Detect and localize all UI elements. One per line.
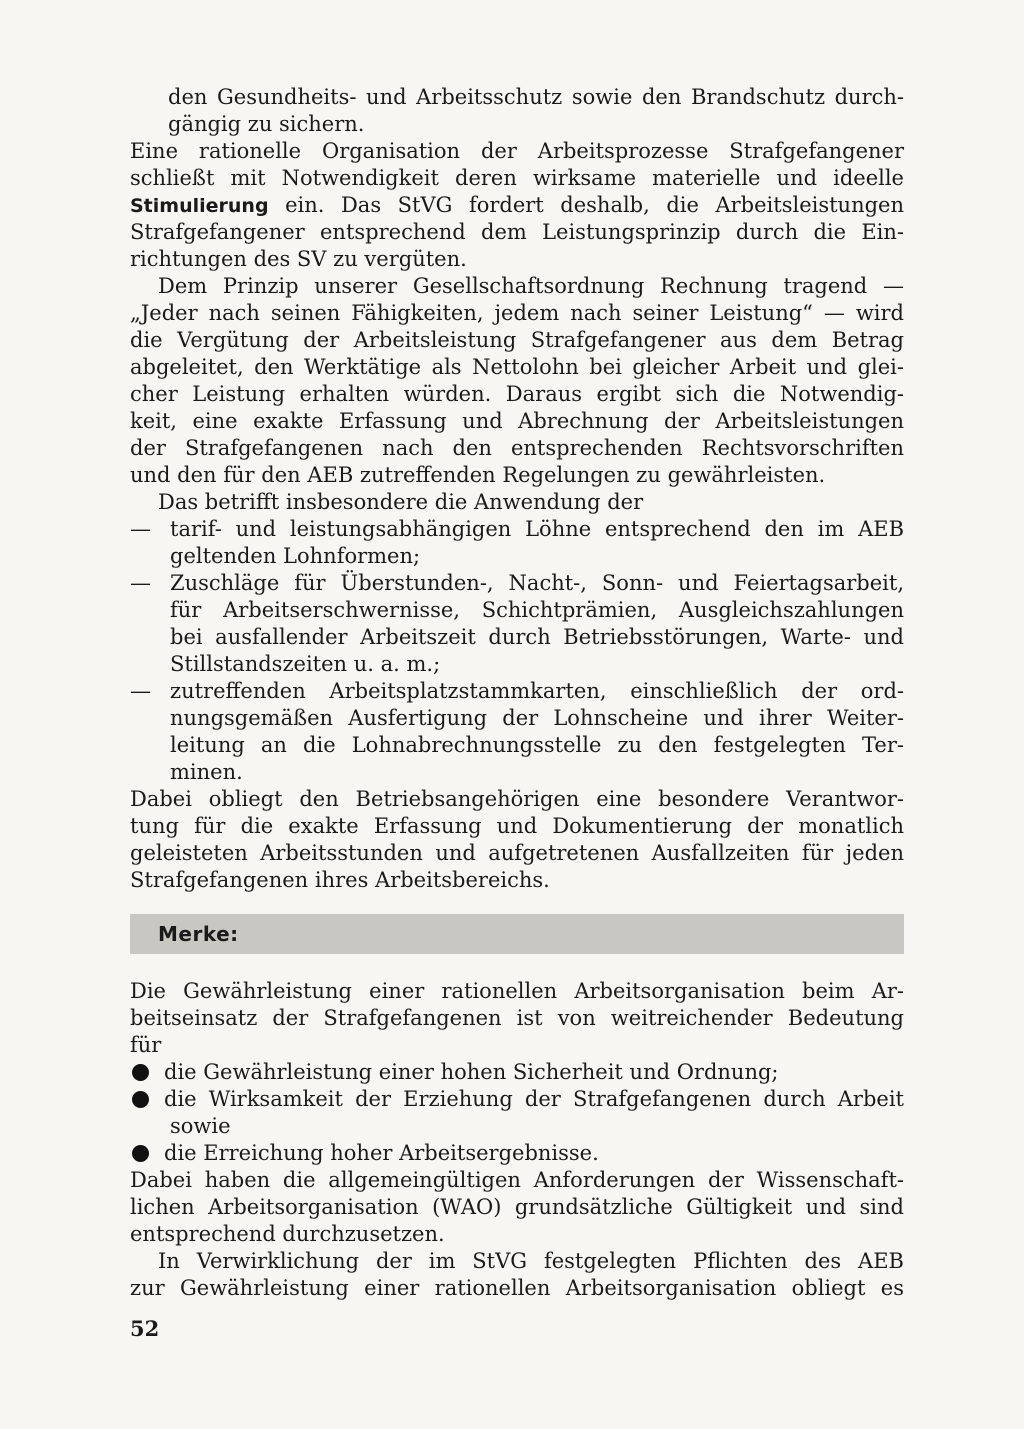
text-line: die Vergütung der Arbeitsleistung Strafgefangener aus dem Betrag [130,328,904,352]
bullet-item [130,1059,904,1086]
text-line: leitung an die Lohnabrechnungsstelle zu den festgelegten Ter- [170,733,904,757]
text-line: abgeleitet, den Werktätige als Nettolohn bei gleicher Arbeit und glei- [130,355,904,379]
bullet-dot-icon [132,1064,149,1081]
bullet-item [130,1086,904,1113]
text-span: die Erreichung hoher Arbeitsergebnisse. [164,1141,599,1165]
text-line: Strafgefangener entsprechend dem Leistungsprinzip durch die Ein- [130,220,904,244]
text-span: die Gewährleistung einer hohen Sicherheit und Ordnung; [164,1060,779,1084]
text-line [130,192,904,219]
text-line: geltenden Lohnformen; [170,544,421,568]
dash-item [130,570,904,597]
text-line: der Strafgefangenen nach den entsprechenden Rechtsvorschriften [130,436,904,460]
text-line: und den für den AEB zutreffenden Regelungen zu gewährleisten. [130,463,826,487]
text-line: Dabei obliegt den Betriebsangehörigen eine besondere Verantwor- [130,787,904,811]
text-line: lichen Arbeitsorganisation (WAO) grundsätzliche Gültigkeit und sind [130,1195,904,1219]
dash-item [130,678,904,705]
bold-term: Stimulierung [130,195,269,217]
dash-marker: — [130,679,151,703]
text-line: tung für die exakte Erfassung und Dokumentierung der monatlich [130,814,904,838]
text-line: richtungen des SV zu vergüten. [130,247,467,271]
text-line: Stillstandszeiten u. a. m.; [170,652,441,676]
bullet-item [130,1140,904,1167]
text-line: für [130,1033,162,1057]
text-line: den Gesundheits- und Arbeitsschutz sowie den Brandschutz durch- [168,85,904,109]
text-line: Dabei haben die allgemeingültigen Anforderungen der Wissenschaft- [130,1168,904,1192]
text-line: bei ausfallender Arbeitszeit durch Betriebsstörungen, Warte- und [170,625,904,649]
merke-label: Merke: [158,922,239,946]
text-span: tarif- und leistungsabhängigen Löhne entsprechend den im AEB [170,517,904,541]
text-line: cher Leistung erhalten würden. Daraus ergibt sich die Notwendig- [130,382,904,406]
text-line: geleisteten Arbeitsstunden und aufgetretenen Ausfallzeiten für jeden [130,841,904,865]
text-span: zutreffenden Arbeitsplatzstammkarten, einschließlich der ord- [170,679,904,703]
text-line: entsprechend durchzusetzen. [130,1222,445,1246]
dash-item [130,516,904,543]
text-line: nungsgemäßen Ausfertigung der Lohnscheine und ihrer Weiter- [170,706,904,730]
text-line: schließt mit Notwendigkeit deren wirksame materielle und ideelle [130,166,904,190]
text-line: sowie [170,1114,231,1138]
dash-marker: — [130,571,151,595]
text-line: keit, eine exakte Erfassung und Abrechnung der Arbeitsleistungen [130,409,904,433]
dash-marker: — [130,517,151,541]
text-line: Eine rationelle Organisation der Arbeitsprozesse Strafgefangener [130,139,904,163]
text-line: zur Gewährleistung einer rationellen Arbeitsorganisation obliegt es [130,1276,904,1300]
text-line: Die Gewährleistung einer rationellen Arbeitsorganisation beim Ar- [130,979,904,1003]
text-line: In Verwirklichung der im StVG festgelegten Pflichten des AEB [158,1249,904,1273]
page-number: 52 [130,1316,160,1341]
bullet-dot-icon [132,1091,149,1108]
text-line: Strafgefangenen ihres Arbeitsbereichs. [130,868,550,892]
page-body [130,84,904,1302]
text-line: minen. [170,760,243,784]
text-span: Zuschläge für Überstunden-, Nacht-, Sonn- und Feiertagsarbeit, [170,571,904,595]
text-line: Dem Prinzip unserer Gesellschaftsordnung Rechnung tragend — [158,274,904,298]
text-line: „Jeder nach seinen Fähigkeiten, jedem nach seiner Leistung“ — wird [130,301,904,325]
text-line: Das betrifft insbesondere die Anwendung der [158,490,644,514]
bullet-dot-icon [132,1145,149,1162]
merke-banner [130,914,904,954]
text-line: gängig zu sichern. [168,112,365,136]
text-line: für Arbeitserschwernisse, Schichtprämien, Ausgleichszahlungen [170,598,904,622]
text-span: ein. Das StVG fordert deshalb, die Arbeitsleistungen [268,193,904,217]
text-line: beitseinsatz der Strafgefangenen ist von weitreichender Bedeutung [130,1006,904,1030]
text-span: die Wirksamkeit der Erziehung der Strafgefangenen durch Arbeit [164,1087,904,1111]
